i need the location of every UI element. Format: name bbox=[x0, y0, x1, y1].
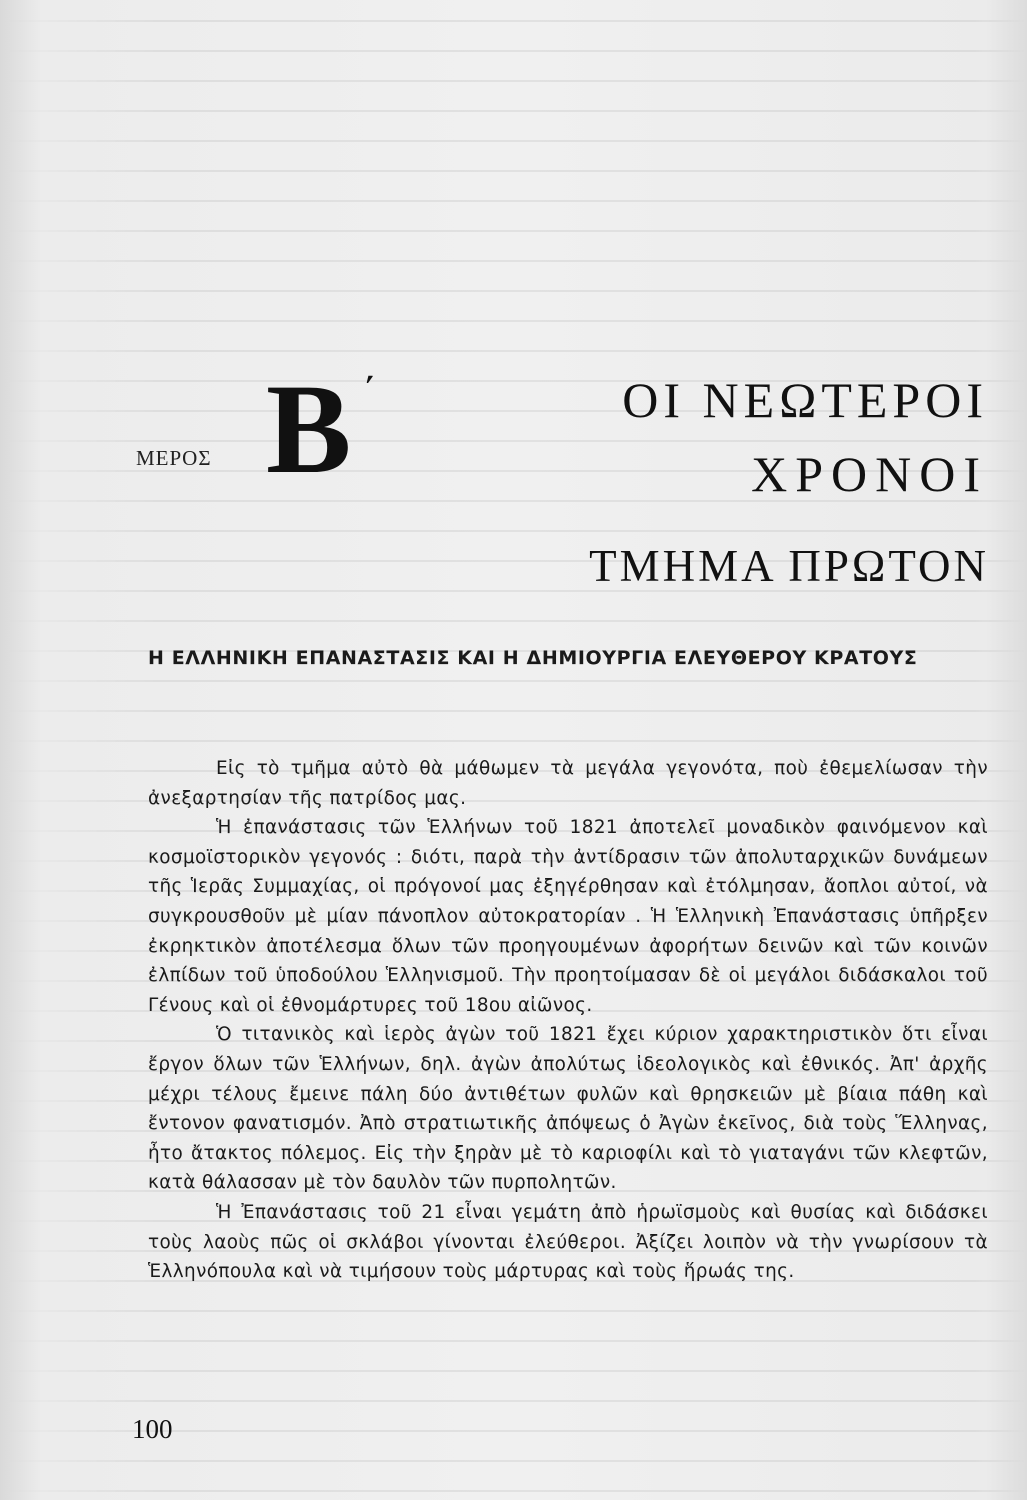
body-text bbox=[148, 754, 988, 1287]
part-letter: Β bbox=[266, 358, 352, 500]
part-title-line-2: ΧΡΟΝΟΙ bbox=[751, 446, 988, 502]
page-number: 100 bbox=[132, 1414, 173, 1444]
part-letter-mark: ΄ bbox=[362, 367, 378, 418]
part-title-line-1: ΟΙ ΝΕΩΤΕΡΟΙ bbox=[622, 372, 988, 428]
paragraph: Ἡ ἐπανάστασις τῶν Ἑλλήνων τοῦ 1821 ἀποτελεῖ μοναδικὸν φαινόμενον καὶ κοσμοϊστορικὸν γεγονός : διότι, παρὰ τὴν ἀντίδρασιν τῶν ἀπολυταρχικῶν δυνάμεων τῆς Ἱερᾶς Συμμαχίας, οἱ πρόγονοί μας ἐξηγέρθησαν καὶ ἐτόλμησαν, ἄοπλοι αὐτοί, νὰ συγκρουσθοῦν μὲ μίαν πάνοπλον αὐτοκρατορίαν . Ἡ Ἑλληνικὴ Ἐπανάστασις ὑπῆρξεν ἐκρηκτικὸν ἀποτέλεσμα ὅλων τῶν προηγουμένων ἀφορήτων δεινῶν καὶ τῶν κοινῶν ἐλπίδων τοῦ ὑποδούλου Ἑλληνισμοῦ. Τὴν προητοίμασαν δὲ οἱ μεγάλοι διδάσκαλοι τοῦ Γένους καὶ οἱ ἐθνομάρτυρες τοῦ 18ου αἰῶνος. bbox=[148, 817, 988, 1016]
paragraph: Εἰς τὸ τμῆμα αὐτὸ θὰ μάθωμεν τὰ μεγάλα γεγονότα, ποὺ ἐθεμελίωσαν τὴν ἀνεξαρτησίαν τῆς πατρίδος μας. bbox=[148, 758, 988, 809]
section-title: ΤΜΗΜΑ ΠΡΩΤΟΝ bbox=[589, 541, 989, 591]
part-header bbox=[136, 358, 996, 502]
paragraph: Ὁ τιτανικὸς καὶ ἱερὸς ἀγὼν τοῦ 1821 ἔχει κύριον χαρακτηριστικὸν ὅτι εἶναι ἔργον ὅλων τῶν Ἑλλήνων, δηλ. ἀγὼν ἀπολύτως ἰδεολογικὸς καὶ ἐθνικός. Ἀπ' ἀρχῆς μέχρι τέλους ἔμεινε πάλη δύο ἀντιθέτων φυλῶν καὶ θρησκειῶν μὲ βίαια πάθη καὶ ἔντονον φανατισμόν. Ἀπὸ στρατιωτικῆς ἀπόψεως ὁ Ἀγὼν ἐκεῖνος, διὰ τοὺς Ἕλληνας, ἦτο ἄτακτος πόλεμος. Εἰς τὴν ξηρὰν μὲ τὸ καριοφίλι καὶ τὸ γιαταγάνι τῶν κλεφτῶν, κατὰ θάλασσαν μὲ τὸν δαυλὸν τῶν πυρπολητῶν. bbox=[148, 1024, 988, 1194]
paragraph: Ἡ Ἐπανάστασις τοῦ 21 εἶναι γεμάτη ἀπὸ ἡρωϊσμοὺς καὶ θυσίας καὶ διδάσκει τοὺς λαοὺς πῶς οἱ σκλάβοι γίνονται ἐλεύθεροι. Ἀξίζει λοιπὸν νὰ τὴν γνωρίσουν τὰ Ἑλληνόπουλα καὶ νὰ τιμήσουν τοὺς μάρτυρας καὶ τοὺς ἥρωάς της. bbox=[148, 1201, 988, 1283]
chapter-title: Η ΕΛΛΗΝΙΚΗ ΕΠΑΝΑΣΤΑΣΙΣ ΚΑΙ Η ΔΗΜΙΟΥΡΓΙΑ ΕΛΕΥΘΕΡΟΥ ΚΡΑΤΟΥΣ bbox=[148, 647, 918, 669]
part-label: ΜΕΡΟΣ bbox=[136, 446, 212, 470]
